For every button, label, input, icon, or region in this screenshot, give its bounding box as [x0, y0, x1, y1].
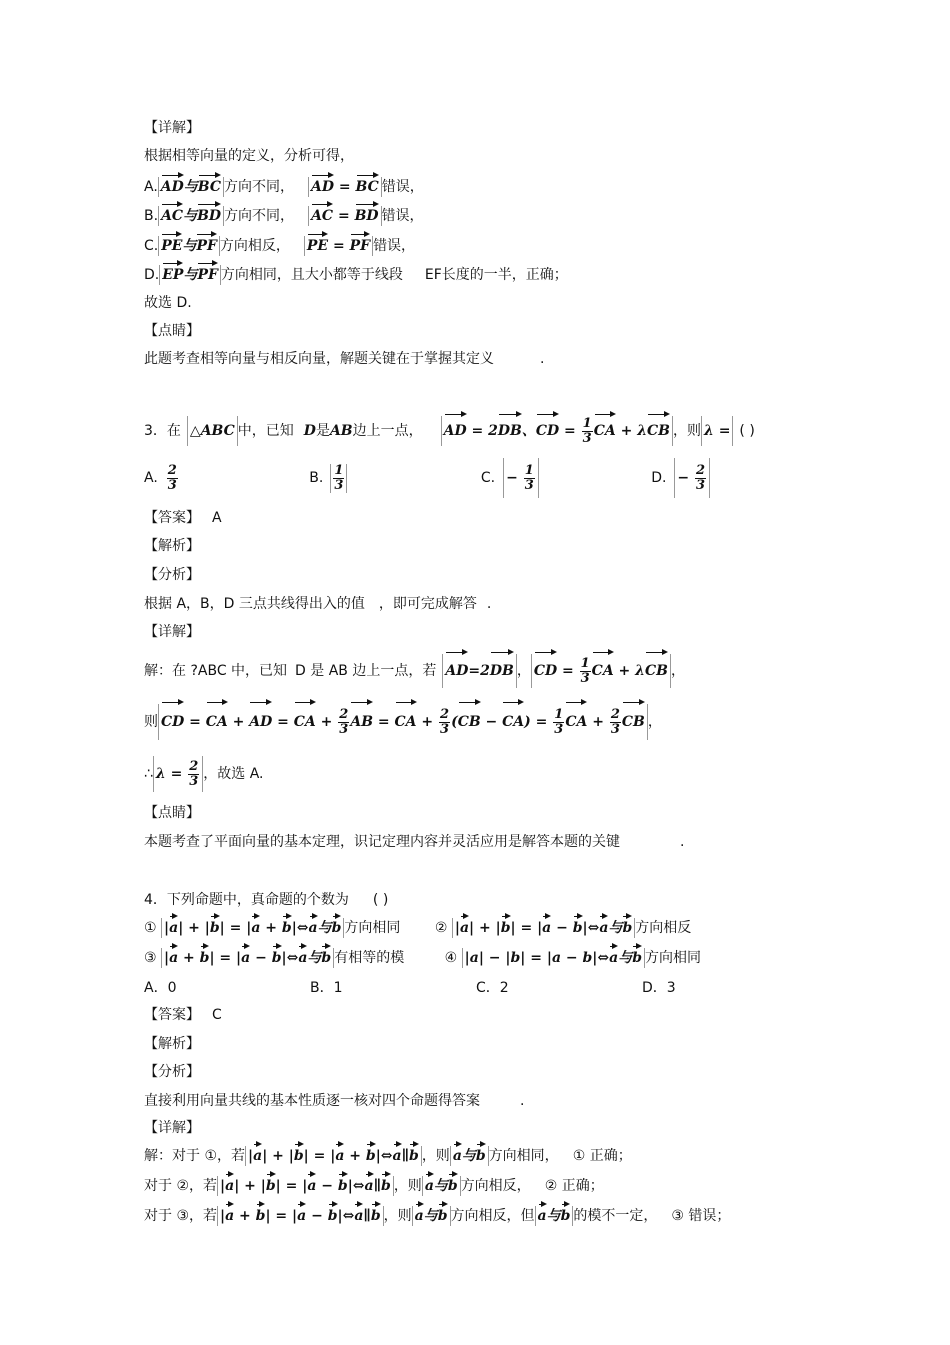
- q4-detail-tag: 【详解】: [144, 1120, 200, 1136]
- q3-analysis-tag: 【解析】: [144, 538, 200, 554]
- option-c-line: C. PE与PF 方向相反， PE = PF 错误，: [144, 238, 416, 254]
- q4-fenxi-tag: 【分析】: [144, 1064, 200, 1080]
- q4-detail-1: 解：对于 ①，若 |a| + |b| = |a + b|⇔a∥b ，则 a与b 方向相同， ① 正确；: [144, 1148, 632, 1164]
- q4-detail-2: 对于 ②，若 |a| + |b| = |a − b|⇔a∥b ，则 a与b 方向相反， ② 正确；: [144, 1178, 604, 1194]
- intro-text: 根据相等向量的定义，分析可得，: [144, 148, 354, 164]
- choose-d: 故选 D.: [144, 295, 192, 311]
- q3-detail-2: 则 CD = CA + AD = CA + $\frac{2}{3}$ AB = CA + $\frac{2}{3}$ (CB − CA) = $\frac{1}{3}$ CA + $\frac{2}{3}$ CB ，: [144, 704, 662, 740]
- point-tag: 【点睛】: [144, 323, 200, 339]
- q3-point-tag: 【点睛】: [144, 805, 200, 821]
- q3-options: A. $\frac{2}{3}$ B. $\frac{1}{3}$ C. − $\frac{1}{3}$ D. − $\frac{2}{3}$: [144, 458, 710, 498]
- q4-options: A．0 B．1 C．2 D．3: [144, 980, 676, 996]
- q4-answer: 【答案】 C: [144, 1007, 222, 1023]
- q4-analysis-tag: 【解析】: [144, 1036, 200, 1052]
- q4-detail-3: 对于 ③，若 |a + b| = |a − b|⇔a∥b ，则 a与b 方向相反，但 a与b 的模不一定， ③ 错误；: [144, 1208, 731, 1224]
- q3-detail-1: 解：在 ?ABC 中，已知 D 是 AB 边上一点，若 AD=2DB ， CD = $\frac{1}{3}$ CA + λCB ，: [144, 654, 685, 688]
- q4-props-3-4: ③ |a + b| = |a − b|⇔a与b 有相等的模 ④ |a| − |b| = |a − b|⇔a与b 方向相同: [144, 950, 701, 966]
- q3-fenxi-tag: 【分析】: [144, 567, 200, 583]
- q3-point-text: 本题考查了平面向量的基本定理，识记定理内容并灵活应用是解答本题的关键 .: [144, 834, 685, 850]
- point-text: 此题考查相等向量与相反向量，解题关键在于掌握其定义 .: [144, 351, 545, 367]
- q4-stem: 4．下列命题中，真命题的个数为 ( ): [144, 892, 389, 908]
- option-a-line: A. AD与BC 方向不同， AD = BC 错误，: [144, 179, 424, 195]
- q3-stem: 3．在 △ABC 中，已知 D是AB边上一点， AD = 2DB、CD = $\frac{1}{3}$ CA + λCB ，则 λ = ( ): [144, 415, 755, 446]
- q3-detail-tag: 【详解】: [144, 624, 200, 640]
- option-b-line: B. AC与BD 方向不同， AC = BD 错误，: [144, 208, 424, 224]
- q3-detail-3: ∴ λ = $\frac{2}{3}$ ，故选 A.: [144, 756, 264, 792]
- detail-tag: 【详解】: [144, 120, 200, 136]
- q3-fenxi: 根据 A，B，D 三点共线得出入的值 ，即可完成解答 .: [144, 596, 492, 612]
- option-d-line: D. EP与PF 方向相同，且大小都等于线段 EF长度的一半，正确；: [144, 267, 568, 283]
- q3-answer: 【答案】 A: [144, 510, 222, 526]
- q4-fenxi: 直接利用向量共线的基本性质逐一核对四个命题得答案 .: [144, 1093, 525, 1109]
- q4-props-1-2: ① |a| + |b| = |a + b|⇔a与b 方向相同 ② |a| + |b| = |a − b|⇔a与b 方向相反: [144, 920, 692, 936]
